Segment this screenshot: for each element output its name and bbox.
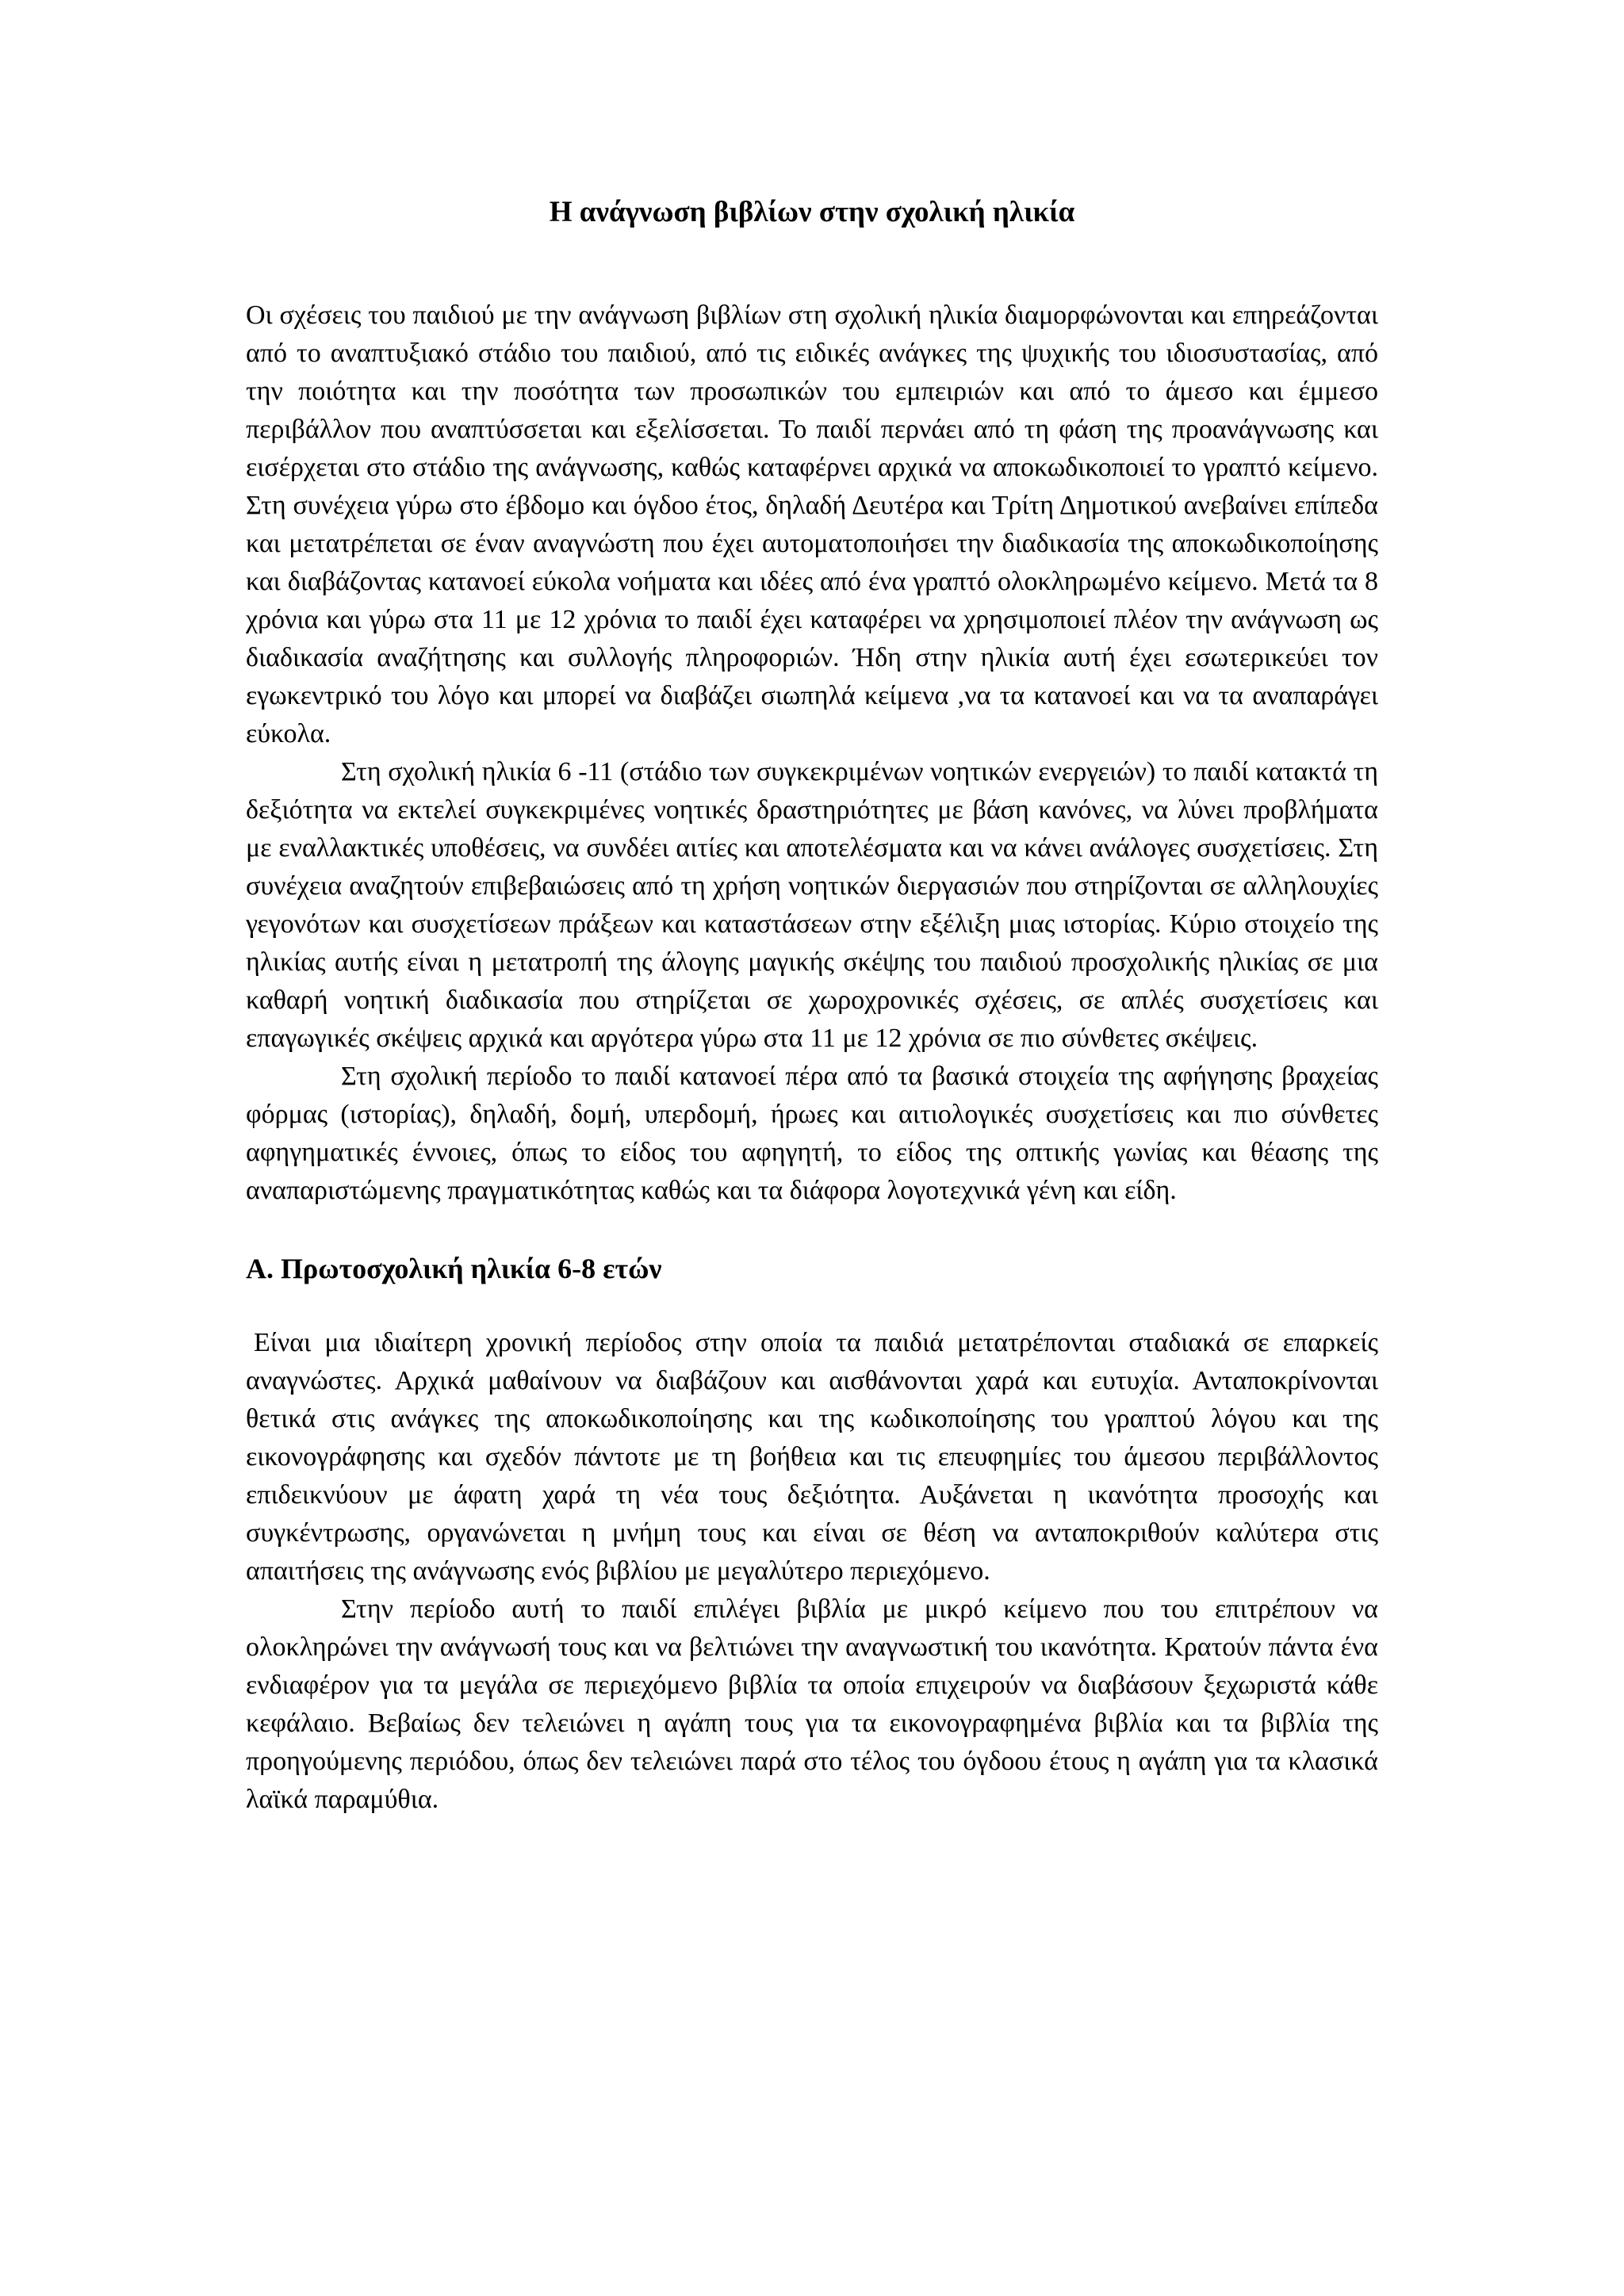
- document-title: Η ανάγνωση βιβλίων στην σχολική ηλικία: [549, 196, 1075, 228]
- paragraph-intro-2: Στη σχολική ηλικία 6 -11 (στάδιο των συγκεκριμένων νοητικών ενεργειών) το παιδί κατακτά τη δεξιότητα να εκτελεί συγκεκριμένες νοητικές δραστηριότητες με βάση κανόνες, να λύνει προβλήματα με εναλλακτικές υποθέσεις, να συνδέει αιτίες και αποτελέσματα και να κάνει ανάλογες συσχετίσεις. Στη συνέχεια αναζητούν επιβεβαιώσεις από τη χρήση νοητικών διεργασιών που στηρίζονται σε αλληλουχίες γεγονότων και συσχετίσεων πράξεων και καταστάσεων στην εξέλιξη μιας ιστορίας. Κύριο στοιχείο της ηλικίας αυτής είναι η μετατροπή της άλογης μαγικής σκέψης του παιδιού προσχολικής ηλικίας σε μια καθαρή νοητική διαδικασία που στηρίζεται σε χωροχρονικές σχέσεις, σε απλές συσχετίσεις και επαγωγικές σκέψεις αρχικά και αργότερα γύρω στα 11 με 12 χρόνια σε πιο σύνθετες σκέψεις.: [246, 757, 1378, 1053]
- paragraph-intro-3: Στη σχολική περίοδο το παιδί κατανοεί πέρα από τα βασικά στοιχεία της αφήγησης βραχείας φόρμας (ιστορίας), δηλαδή, δομή, υπερδομή, ήρωες και αιτιολογικές συσχετίσεις και πιο σύνθετες αφηγηματικές έννοιες, όπως το είδος του αφηγητή, το είδος της οπτικής γωνίας και θέασης της αναπαριστώμενης πραγματικότητας καθώς και τα διάφορα λογοτεχνικά γένη και είδη.: [246, 1062, 1378, 1205]
- section-a-heading: Α. Πρωτοσχολική ηλικία 6-8 ετών: [246, 1253, 662, 1284]
- section-a-paragraph-1: Είναι μια ιδιαίτερη χρονική περίοδος στην οποία τα παιδιά μετατρέπονται σταδιακά σε επαρκείς αναγνώστες. Αρχικά μαθαίνουν να διαβάζουν και αισθάνονται χαρά και ευτυχία. Ανταποκρίνονται θετικά στις ανάγκες της αποκωδικοποίησης και της κωδικοποίησης του γραπτού λόγου και της εικονογράφησης και σχεδόν πάντοτε με τη βοήθεια και τις επευφημίες του άμεσου περιβάλλοντος επιδεικνύουν με άφατη χαρά τη νέα τους δεξιότητα. Αυξάνεται η ικανότητα προσοχής και συγκέντρωσης, οργανώνεται η μνήμη τους και είναι σε θέση να ανταποκριθούν καλύτερα στις απαιτήσεις της ανάγνωσης ενός βιβλίου με μεγαλύτερο περιεχόμενο.: [246, 1328, 1378, 1586]
- section-a-paragraph-2: Στην περίοδο αυτή το παιδί επιλέγει βιβλία με μικρό κείμενο που του επιτρέπουν να ολοκληρώνει την ανάγνωσή τους και να βελτιώνει την αναγνωστική του ικανότητα. Κρατούν πάντα ένα ενδιαφέρον για τα μεγάλα σε περιεχόμενο βιβλία τα οποία επιχειρούν να διαβάσουν ξεχωριστά κάθε κεφάλαιο. Βεβαίως δεν τελειώνει η αγάπη τους για τα εικονογραφημένα βιβλία και τα βιβλία της προηγούμενης περιόδου, όπως δεν τελειώνει παρά στο τέλος του όγδοου έτους η αγάπη για τα κλασικά λαϊκά παραμύθια.: [246, 1594, 1378, 1814]
- document-body: [246, 193, 1378, 1819]
- paragraph-intro-1: Οι σχέσεις του παιδιού με την ανάγνωση βιβλίων στη σχολική ηλικία διαμορφώνονται και επηρεάζονται από το αναπτυξιακό στάδιο του παιδιού, από τις ειδικές ανάγκες της ψυχικής του ιδιοσυστασίας, από την ποιότητα και την ποσότητα των προσωπικών του εμπειριών και από το άμεσο και έμμεσο περιβάλλον που αναπτύσσεται και εξελίσσεται. Το παιδί περνάει από τη φάση της προανάγνωσης και εισέρχεται στο στάδιο της ανάγνωσης, καθώς καταφέρνει αρχικά να αποκωδικοποιεί το γραπτό κείμενο. Στη συνέχεια γύρω στο έβδομο και όγδοο έτος, δηλαδή Δευτέρα και Τρίτη Δημοτικού ανεβαίνει επίπεδα και μετατρέπεται σε έναν αναγνώστη που έχει αυτοματοποιήσει την διαδικασία της αποκωδικοποίησης και διαβάζοντας κατανοεί εύκολα νοήματα και ιδέες από ένα γραπτό ολοκληρωμένο κείμενο. Μετά τα 8 χρόνια και γύρω στα 11 με 12 χρόνια το παιδί έχει καταφέρει να χρησιμοποιεί πλέον την ανάγνωση ως διαδικασία αναζήτησης και συλλογής πληροφοριών. Ήδη στην ηλικία αυτή έχει εσωτερικεύει τον εγωκεντρικό του λόγο και μπορεί να διαβάζει σιωπηλά κείμενα ,να τα κατανοεί και να τα αναπαράγει εύκολα.: [246, 300, 1378, 748]
